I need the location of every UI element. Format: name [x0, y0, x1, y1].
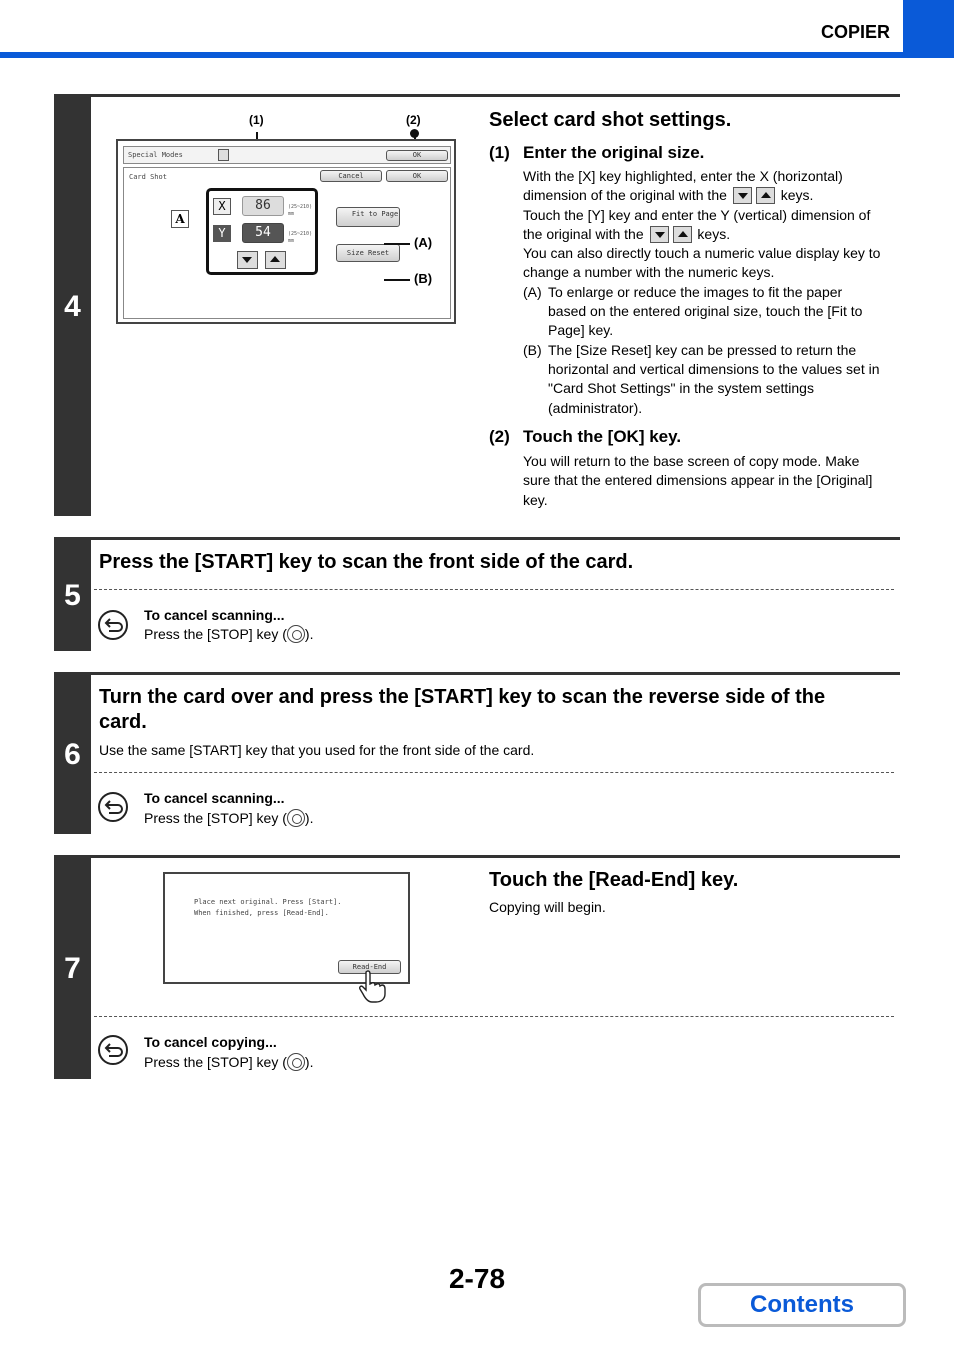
step-number: 6 — [54, 675, 91, 834]
step-title: Press the [START] key to scan the front side of the card. — [99, 551, 634, 573]
text-line: sure that the entered dimensions appear in the [Original] — [523, 472, 873, 489]
down-arrow-icon — [242, 257, 252, 263]
text-line: "Card Shot Settings" in the system settings — [548, 380, 814, 397]
text-span: ). — [304, 626, 314, 642]
step-text: Use the same [START] key that you used for the front side of the card. — [99, 742, 535, 758]
range-x: (25~210) — [288, 204, 313, 210]
item-label: (1) — [489, 143, 510, 162]
down-key-icon — [650, 226, 669, 243]
mode-icon — [218, 149, 229, 161]
read-end-screen — [163, 872, 410, 984]
up-key-icon — [673, 226, 692, 243]
y-value[interactable]: 54 — [242, 223, 284, 243]
range-y: (25~210) — [288, 231, 313, 237]
text-line: You can also directly touch a numeric value display key to — [523, 245, 881, 262]
callout-a-line — [384, 243, 410, 245]
text-span: ). — [304, 1054, 314, 1070]
text-span: Press the [STOP] key ( — [144, 810, 287, 826]
special-modes-bar — [123, 146, 451, 164]
callout-2-dot — [410, 129, 419, 138]
item-title: Enter the original size. — [523, 143, 705, 162]
title-line: card. — [99, 711, 147, 733]
text-span: the original with the — [523, 225, 644, 242]
text-line: The [Size Reset] key can be pressed to return the — [548, 341, 857, 358]
card-shot-label: Card Shot — [129, 173, 167, 181]
cancel-icon — [98, 1035, 128, 1065]
page-number: 2-78 — [448, 1263, 506, 1294]
cancel-icon — [98, 792, 128, 822]
step-6 — [54, 672, 900, 834]
step-4 — [54, 94, 900, 516]
down-key[interactable] — [237, 251, 258, 269]
dashed-divider — [94, 772, 894, 773]
read-end-button[interactable]: Read-End — [338, 960, 401, 974]
title-line: Turn the card over and press the [START] key to scan the reverse side of the — [99, 686, 826, 708]
text-span: Press the [STOP] key ( — [144, 1054, 287, 1070]
screen-frame — [116, 139, 456, 324]
unit-x: mm — [288, 211, 295, 217]
item-body — [523, 452, 898, 510]
text-span: dimension of the original with the — [523, 187, 727, 204]
text-line: Touch the [Y] key and enter the Y (vertical) dimension of — [523, 206, 871, 223]
text-span: keys. — [697, 225, 731, 242]
ok-top-button[interactable]: OK — [386, 150, 448, 161]
unit-y: mm — [288, 238, 295, 244]
cancel-text — [144, 1053, 313, 1072]
dashed-divider — [94, 1016, 894, 1017]
cancel-title: To cancel copying... — [144, 1034, 277, 1050]
cancel-text — [144, 625, 313, 644]
x-key[interactable]: X — [213, 198, 231, 215]
text-line: To enlarge or reduce the images to fit the paper — [548, 283, 843, 300]
step-title: Select card shot settings. — [489, 109, 732, 131]
callout-b: (B) — [414, 271, 433, 286]
fit-to-page-button[interactable]: Fit to Page — [336, 207, 400, 227]
item-title: Touch the [OK] key. — [523, 427, 682, 446]
text-line-with-keys — [523, 186, 898, 205]
step-title: Touch the [Read-End] key. — [489, 869, 739, 891]
special-modes-label: Special Modes — [128, 151, 183, 159]
text-span: ). — [304, 810, 314, 826]
step-number: 4 — [54, 97, 91, 516]
text-line: Page] key. — [548, 322, 614, 339]
up-key-icon — [756, 187, 775, 204]
header-tab — [903, 0, 954, 58]
contents-button[interactable]: Contents — [698, 1283, 906, 1327]
card-icon: A — [171, 210, 189, 228]
text-line: horizontal and vertical dimensions to the values set in — [548, 360, 880, 377]
ok-button[interactable]: OK — [386, 170, 448, 182]
step-7 — [54, 855, 900, 1079]
down-key-icon — [733, 187, 752, 204]
item-label: (2) — [489, 427, 510, 446]
callout-a: (A) — [414, 235, 433, 250]
cancel-icon — [98, 610, 128, 640]
cancel-title: To cancel scanning... — [144, 607, 285, 623]
text-line-with-keys — [523, 225, 898, 244]
step-title — [99, 685, 825, 735]
cancel-title: To cancel scanning... — [144, 790, 285, 806]
cancel-text — [144, 809, 313, 828]
callout-1: (1) — [249, 113, 264, 127]
y-key[interactable]: Y — [213, 225, 231, 242]
text-span: Press the [STOP] key ( — [144, 626, 287, 642]
x-value[interactable]: 86 — [242, 196, 284, 216]
up-arrow-icon — [270, 256, 280, 262]
step-text: Copying will begin. — [489, 899, 606, 915]
text-line: (administrator). — [548, 399, 643, 416]
callout-2: (2) — [406, 113, 421, 127]
step-5 — [54, 537, 900, 651]
item-body — [523, 167, 898, 418]
subitem-a — [523, 283, 898, 341]
subitem-label: (A) — [523, 283, 542, 300]
stop-key-icon — [287, 625, 305, 643]
size-reset-button[interactable]: Size Reset — [336, 244, 400, 262]
up-key[interactable] — [265, 251, 286, 269]
step-number: 5 — [54, 540, 91, 651]
screen-line-2: When finished, press [Read-End]. — [194, 909, 329, 917]
text-line: You will return to the base screen of copy mode. Make — [523, 453, 860, 469]
section-title: COPIER — [820, 22, 890, 42]
screen-line-1: Place next original. Press [Start]. — [194, 898, 342, 906]
cancel-button[interactable]: Cancel — [320, 170, 382, 182]
hand-pointer-icon — [357, 970, 389, 1004]
stop-key-icon — [287, 809, 305, 827]
dashed-divider — [94, 589, 894, 590]
stop-key-icon — [287, 1053, 305, 1071]
text-line: change a number with the numeric keys. — [523, 264, 775, 281]
text-line: With the [X] key highlighted, enter the X (horizontal) — [523, 168, 843, 184]
header-rule — [0, 52, 954, 58]
text-span: keys. — [780, 187, 814, 204]
text-line: based on the entered original size, touch the [Fit to — [548, 303, 863, 320]
card-shot-screen — [114, 107, 464, 332]
step-number: 7 — [54, 858, 91, 1079]
subitem-label: (B) — [523, 341, 542, 358]
callout-b-line — [384, 279, 410, 281]
text-line: key. — [523, 491, 548, 508]
subitem-b — [523, 341, 898, 418]
